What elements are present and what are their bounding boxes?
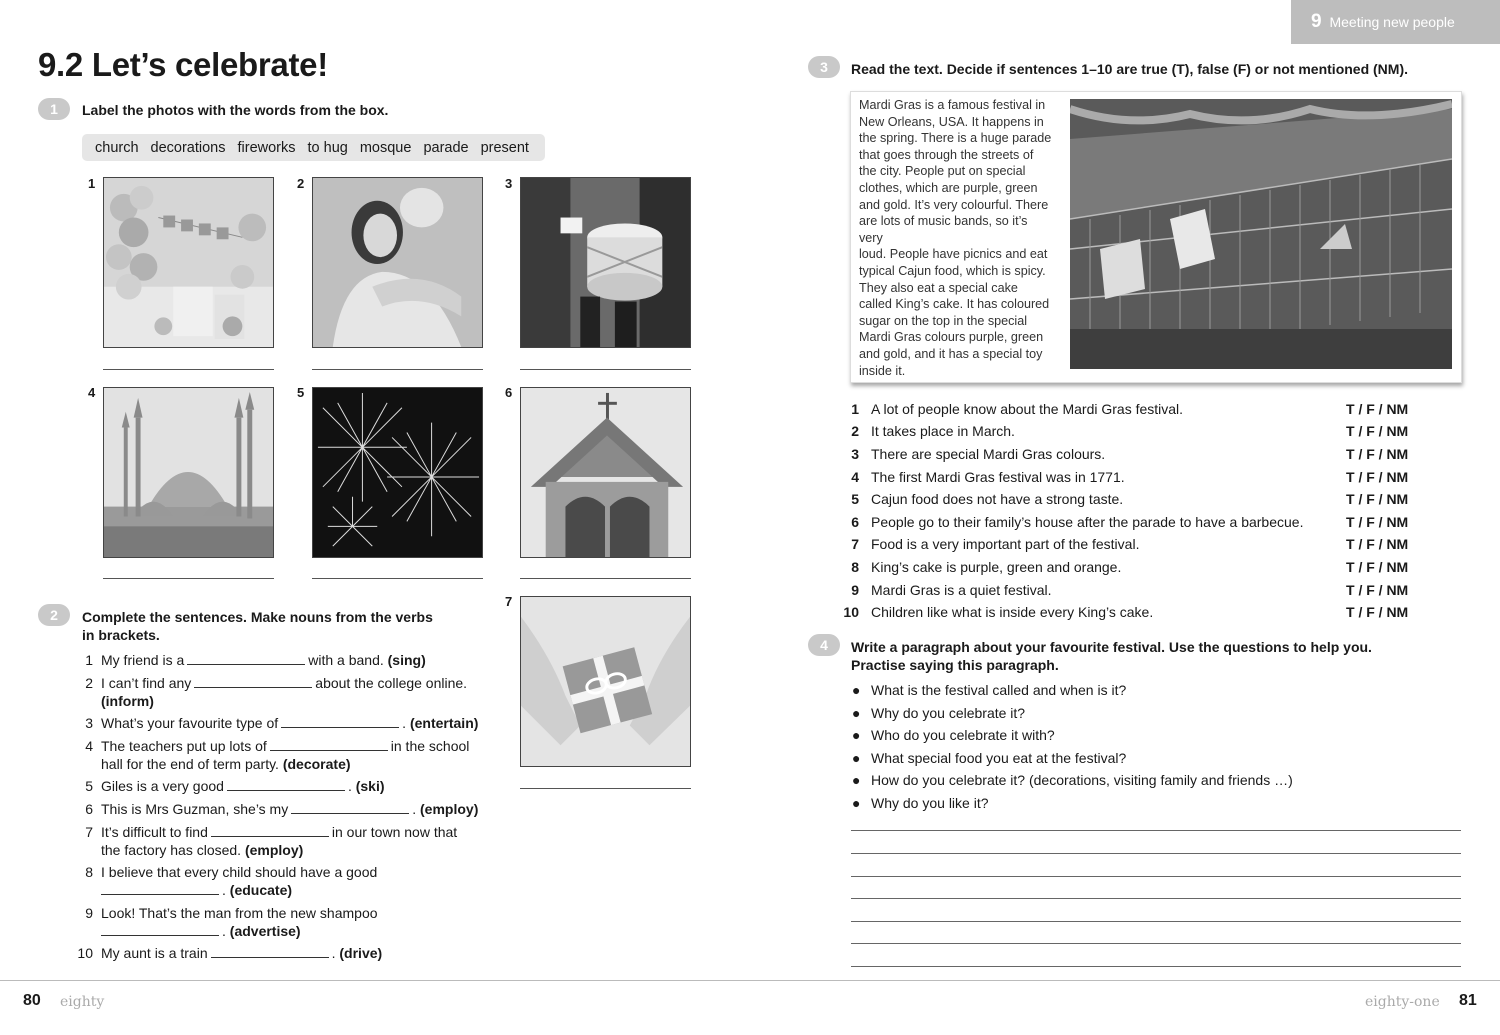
photo-number: 3 — [505, 176, 513, 191]
bullet-icon: ● — [852, 750, 861, 766]
tf-options[interactable]: T / F / NM — [1346, 491, 1409, 507]
page-word-right: eighty-one — [1365, 994, 1440, 1010]
answer-blank[interactable] — [101, 882, 219, 895]
tf-options[interactable]: T / F / NM — [1346, 536, 1409, 552]
answer-blank[interactable] — [211, 945, 329, 958]
question-item: ● Why do you like it? — [852, 795, 989, 811]
page-number-left: 80 — [23, 992, 41, 1009]
item-number: 8 — [85, 864, 93, 880]
answer-blank[interactable] — [101, 923, 219, 936]
verb-hint: (decorate) — [282, 756, 351, 772]
item-number: 2 — [85, 675, 93, 691]
writing-line[interactable] — [851, 921, 1461, 922]
answer-blank[interactable] — [187, 652, 305, 665]
item-number: 3 — [85, 715, 93, 731]
page-word-left: eighty — [60, 994, 105, 1010]
answer-blank[interactable] — [194, 675, 312, 688]
photo-number: 6 — [505, 385, 513, 400]
answer-line[interactable] — [312, 578, 483, 579]
unit-tab — [1291, 0, 1500, 44]
answer-line[interactable] — [103, 369, 274, 370]
photo-number: 1 — [88, 176, 96, 191]
question-item: ● What is the festival called and when is it? — [852, 682, 1127, 698]
footer-divider — [0, 980, 1500, 981]
verb-hint: (employ) — [420, 801, 479, 817]
tf-options[interactable]: T / F / NM — [1346, 559, 1409, 575]
exercise-badge-2: 2 — [38, 604, 70, 626]
exercise-badge-1: 1 — [38, 98, 70, 120]
church-photo — [520, 387, 691, 558]
verb-hint: (drive) — [339, 945, 383, 961]
verb-hint: (inform) — [101, 693, 154, 709]
writing-line[interactable] — [851, 876, 1461, 877]
instruction-line: Practise saying this paragraph. — [851, 657, 1059, 673]
present-photo — [520, 596, 691, 767]
item-number: 10 — [77, 945, 93, 961]
writing-line[interactable] — [851, 830, 1461, 831]
mosque-photo — [103, 387, 274, 558]
writing-line[interactable] — [851, 943, 1461, 944]
writing-line[interactable] — [851, 853, 1461, 854]
word-box-item: present — [480, 139, 529, 156]
verb-hint: (entertain) — [409, 715, 479, 731]
exercise-1-instruction: Label the photos with the words from the box. — [82, 102, 389, 118]
unit-number: 9 — [1311, 11, 1322, 32]
item-number: 9 — [85, 905, 93, 921]
tf-options[interactable]: T / F / NM — [1346, 469, 1409, 485]
question-item: ● Who do you celebrate it with? — [852, 727, 1055, 743]
tf-options[interactable]: T / F / NM — [1346, 604, 1409, 620]
verb-hint: (employ) — [244, 842, 304, 858]
bullet-icon: ● — [852, 772, 861, 788]
fireworks-photo — [312, 387, 483, 558]
verb-hint: (educate) — [229, 882, 293, 898]
reading-passage: Mardi Gras is a famous festival in New Orleans, USA. It happens in the spring. There is a huge parade that goes through the streets of the city. People put on special clothes, which are purple, green and gold. It’s very colourful. There are lots of music bands, so it’s very loud. People have picnics and eat typical Cajun food, which is spicy. They also eat a special cake called King’s cake. It has coloured sugar on the top in the special Mardi Gras colours purple, green and gold, and it has a special toy inside it. — [859, 98, 1052, 378]
answer-blank[interactable] — [227, 778, 345, 791]
answer-blank[interactable] — [281, 715, 399, 728]
bullet-icon: ● — [852, 795, 861, 811]
answer-line[interactable] — [312, 369, 483, 370]
instruction-line: Complete the sentences. Make nouns from the verbs — [82, 609, 433, 625]
word-box-item: fireworks — [237, 139, 296, 156]
verb-hint: (sing) — [387, 652, 426, 668]
unit-title: Meeting new people — [1329, 14, 1455, 30]
tf-options[interactable]: T / F / NM — [1346, 401, 1409, 417]
page-number-right: 81 — [1459, 992, 1477, 1009]
word-box-item: decorations — [150, 139, 226, 156]
exercise-badge-3: 3 — [808, 56, 840, 78]
tf-options[interactable]: T / F / NM — [1346, 514, 1409, 530]
bullet-icon: ● — [852, 705, 861, 721]
item-number: 4 — [85, 738, 93, 754]
word-box — [82, 134, 545, 161]
instruction-line: Write a paragraph about your favourite festival. Use the questions to help you. — [851, 639, 1372, 655]
answer-blank[interactable] — [270, 738, 388, 751]
balloon-decorations-photo — [103, 177, 274, 348]
tf-options[interactable]: T / F / NM — [1346, 582, 1409, 598]
exercise-badge-4: 4 — [808, 634, 840, 656]
item-number: 7 — [85, 824, 93, 840]
word-box-item: parade — [423, 139, 469, 156]
balcony-flags-photo — [1070, 99, 1452, 369]
word-box-item: mosque — [359, 139, 412, 156]
answer-line[interactable] — [520, 369, 691, 370]
word-box-item: to hug — [307, 139, 348, 156]
exercise-3-instruction: Read the text. Decide if sentences 1–10 are true (T), false (F) or not mentioned (NM). — [851, 61, 1409, 77]
item-number: 5 — [85, 778, 93, 794]
bullet-icon: ● — [852, 727, 861, 743]
verb-hint: (ski) — [355, 778, 385, 794]
answer-line[interactable] — [520, 788, 691, 789]
tf-options[interactable]: T / F / NM — [1346, 446, 1409, 462]
word-box-item: church — [95, 139, 139, 156]
answer-line[interactable] — [520, 578, 691, 579]
hug-photo — [312, 177, 483, 348]
writing-line[interactable] — [851, 966, 1461, 967]
answer-blank[interactable] — [291, 801, 409, 814]
instruction-line: in brackets. — [82, 627, 160, 643]
answer-blank[interactable] — [211, 824, 329, 837]
item-number: 1 — [85, 652, 93, 668]
photo-number: 4 — [88, 385, 96, 400]
writing-line[interactable] — [851, 898, 1461, 899]
answer-line[interactable] — [103, 578, 274, 579]
drum-parade-photo — [520, 177, 691, 348]
exercise-2-instruction — [82, 608, 433, 644]
exercise-4-instruction — [851, 638, 1372, 674]
photo-number: 5 — [297, 385, 305, 400]
photo-number: 2 — [297, 176, 305, 191]
page-title: 9.2 Let’s celebrate! — [38, 46, 328, 83]
photo-number: 7 — [505, 594, 513, 609]
question-item: ● What special food you eat at the festival? — [852, 750, 1127, 766]
item-number: 6 — [85, 801, 93, 817]
bullet-icon: ● — [852, 682, 861, 698]
question-item: ● Why do you celebrate it? — [852, 705, 1026, 721]
question-item: ● How do you celebrate it? (decorations, visiting family and friends …) — [852, 772, 1293, 788]
tf-options[interactable]: T / F / NM — [1346, 423, 1409, 439]
verb-hint: (advertise) — [229, 923, 301, 939]
